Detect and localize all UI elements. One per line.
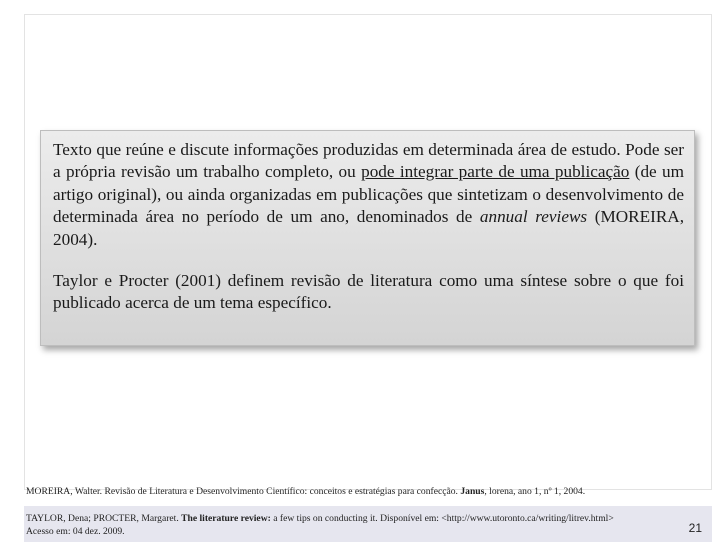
footer-bar [24, 506, 712, 542]
definition-paragraph: Texto que reúne e discute informações produzidas em determinada área de estudo. Pode ser a própria revisão um trabalho completo, ou pode integrar parte de uma publicação (de um artigo original), ou ainda organizadas em publicações que sintetizam o desenvolvimento de determinada área no período de um ano, denominados de annual reviews (MOREIRA, 2004). [53, 140, 684, 249]
definition-box [40, 130, 695, 346]
reference-taylor: TAYLOR, Dena; PROCTER, Margaret. The literature review: a few tips on conducting it. Disponível em: <http://www.utoronto.ca/writing/litrev.html> Acesso em: 04 dez. 2009. [26, 513, 614, 537]
reference-moreira: MOREIRA, Walter. Revisão de Literatura e Desenvolvimento Científico: conceitos e estratégias para confecção. Janus, lorena, ano 1, nº 1, 2004. [26, 486, 586, 497]
taylor-procter-paragraph: Taylor e Procter (2001) definem revisão de literatura como uma síntese sobre o que foi publicado acerca de um tema específico. [53, 271, 684, 313]
annual-reviews-term: annual reviews [479, 207, 588, 227]
underlined-phrase: pode integrar parte de uma publicação [361, 162, 630, 182]
page-number: 21 [688, 521, 702, 535]
